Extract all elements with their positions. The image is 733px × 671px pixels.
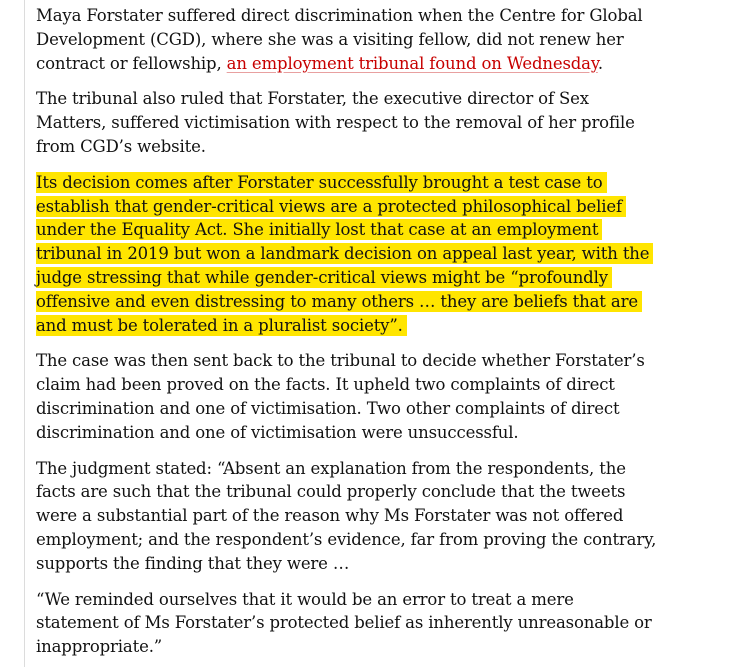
tribunal-ruling-link[interactable]: an employment tribunal found on Wednesday — [226, 53, 598, 73]
article-body — [36, 4, 658, 671]
paragraph-2: The tribunal also ruled that Forstater, the executive director of Sex Matters, suffered victimisation with respect to the removal of her profile from CGD’s website. — [36, 89, 635, 156]
paragraph-1-text: Maya Forstater suffered direct discrimination when the Centre for Global Development (CGD), where she was a visiting fellow, did not renew her contract or fellowship, — [36, 6, 643, 73]
highlighted-text: Its decision comes after Forstater successfully brought a test case to establish that gender-critical views are a protected philosophical belief under the Equality Act. She initially lost that case at an employment tribunal in 2019 but won a landmark decision on appeal last year, with the judge stressing that while gender-critical views might be “profoundly offensive and even distressing to many others … they are beliefs that are and must be tolerated in a pluralist society”. — [36, 172, 653, 336]
paragraph-3-highlighted — [36, 171, 658, 338]
paragraph-1 — [36, 4, 658, 75]
paragraph-5: The judgment stated: “Absent an explanation from the respondents, the facts are such that the tribunal could properly conclude that the tweets were a substantial part of the reason why Ms Forstater was not offered employment; and the respondent’s evidence, far from proving the contrary, supports the finding that they were … — [36, 458, 657, 573]
paragraph-6: “We reminded ourselves that it would be an error to treat a mere statement of Ms Forstater’s protected belief as inherently unreasonable or inappropriate.” — [36, 589, 652, 657]
paragraph-4: The case was then sent back to the tribunal to decide whether Forstater’s claim had been proved on the facts. It upheld two complaints of direct discrimination and one of victimisation. Two other complaints of direct discrimination and one of victimisation were unsuccessful. — [36, 351, 645, 442]
paragraph-1-end: . — [597, 53, 603, 73]
